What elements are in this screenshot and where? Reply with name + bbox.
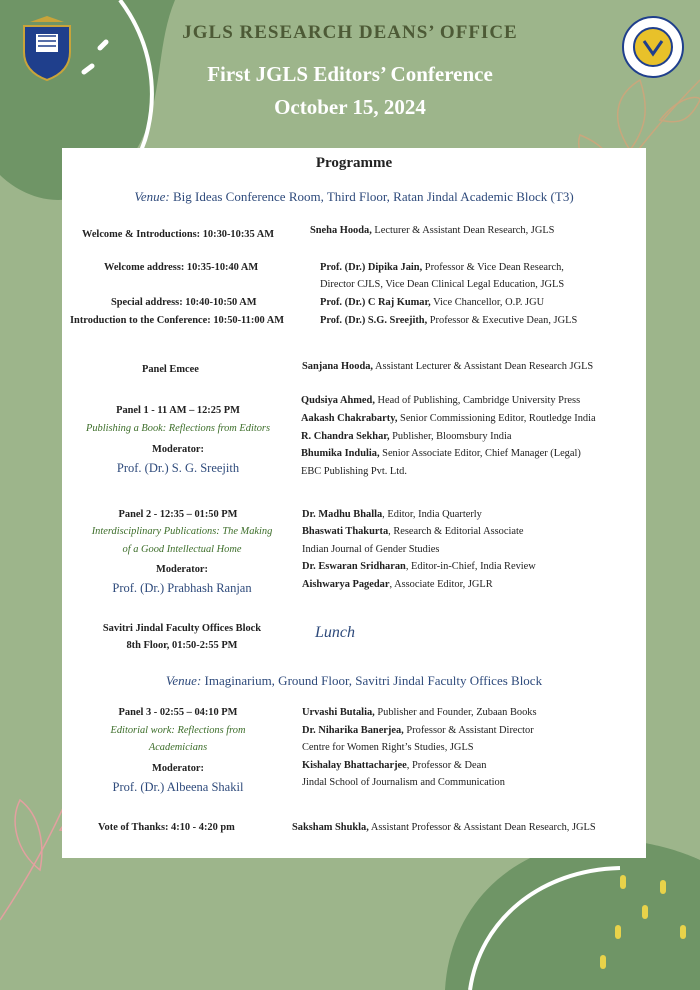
venue-line-2 — [62, 674, 646, 687]
speaker-role: Assistant Professor & Assistant Dean Research, JGLS — [368, 822, 596, 833]
panel2-speaker — [302, 580, 493, 590]
speaker-name: Dr. Niharika Banerjea, — [302, 725, 404, 736]
venue-label: Venue: — [165, 673, 202, 688]
speaker-role: Professor & Vice Dean Research, — [422, 262, 564, 273]
intro-conference-slot: Introduction to the Conference: 10:50-11:00 AM — [70, 315, 285, 326]
speaker-role: Professor & Executive Dean, JGLS — [427, 315, 578, 326]
speaker-role: Head of Publishing, Cambridge University Press — [374, 395, 581, 406]
lunch-label: Lunch — [315, 624, 355, 641]
speaker-role: Jindal School of Journalism and Communication — [302, 777, 505, 788]
speaker-name: R. Chandra Sekhar, — [301, 431, 390, 442]
speaker-name: Bhaswati Thakurta — [302, 526, 389, 537]
special-address-speaker — [320, 298, 544, 308]
panel3-speaker — [302, 761, 486, 771]
panel1-speaker — [301, 449, 581, 459]
venue-label: Venue: — [134, 189, 170, 204]
panel2-theme-line1: Interdisciplinary Publications: The Making — [91, 526, 273, 537]
speaker-role: Senior Commissioning Editor, Routledge India — [397, 413, 596, 424]
welcome-intro-speaker — [310, 226, 554, 236]
speaker-name: Dr. Madhu Bhalla — [302, 509, 383, 520]
panel3-theme-line1: Editorial work: Reflections from — [110, 725, 246, 736]
thanks-slot: Vote of Thanks: 4:10 - 4:20 pm — [98, 822, 235, 833]
programme-title: Programme — [315, 155, 393, 171]
speaker-role: Publisher and Founder, Zubaan Books — [374, 707, 537, 718]
welcome-address-slot: Welcome address: 10:35-10:40 AM — [104, 262, 259, 273]
intro-conference-speaker — [320, 316, 577, 326]
panel1-theme: Publishing a Book: Reflections from Editors — [85, 423, 271, 434]
speaker-role: , Professor & Dean — [406, 760, 487, 771]
panel1-moderator-label: Moderator: — [152, 444, 204, 455]
speaker-name: Dr. Eswaran Sridharan — [302, 561, 406, 572]
panel3-speaker — [302, 743, 474, 753]
speaker-name: Sneha Hooda, — [310, 225, 372, 236]
panel2-slot: Panel 2 - 12:35 – 01:50 PM — [118, 509, 238, 520]
panel3-speaker — [302, 726, 534, 736]
speaker-name: Prof. (Dr.) Dipika Jain, — [320, 262, 423, 273]
venue-name: Big Ideas Conference Room, Third Floor, Ratan Jindal Academic Block (T3) — [172, 189, 574, 204]
speaker-name: Prof. (Dr.) S.G. Sreejith, — [320, 315, 428, 326]
panel3-slot: Panel 3 - 02:55 – 04:10 PM — [118, 707, 238, 718]
speaker-name: Urvashi Butalia, — [302, 707, 375, 718]
speaker-name: Aakash Chakrabarty, — [301, 413, 398, 424]
emcee-label: Panel Emcee — [142, 364, 199, 375]
special-address-slot: Special address: 10:40-10:50 AM — [111, 297, 257, 308]
panel3-speaker — [302, 708, 537, 718]
speaker-role: , Editor, India Quarterly — [382, 509, 482, 520]
panel1-speaker — [301, 432, 512, 442]
speaker-role: , Editor-in-Chief, India Review — [405, 561, 536, 572]
emcee-speaker — [302, 362, 593, 372]
conference-title: First JGLS Editors’ Conference — [207, 62, 493, 86]
welcome-intro-slot: Welcome & Introductions: 10:30-10:35 AM — [82, 229, 275, 240]
speaker-name: Aishwarya Pagedar — [302, 579, 390, 590]
panel2-speaker — [302, 527, 523, 537]
speaker-name: Kishalay Bhattacharjee — [302, 760, 407, 771]
panel1-slot: Panel 1 - 11 AM – 12:25 PM — [116, 405, 240, 416]
panel1-speaker-extra: EBC Publishing Pvt. Ltd. — [301, 466, 407, 477]
venue-name: Imaginarium, Ground Floor, Savitri Jindal Faculty Offices Block — [204, 673, 543, 688]
lunch-place: Savitri Jindal Faculty Offices Block — [102, 623, 262, 634]
speaker-role: Vice Chancellor, O.P. JGU — [430, 297, 545, 308]
speaker-name: Saksham Shukla, — [292, 822, 369, 833]
panel3-speaker — [302, 778, 505, 788]
programme-card — [62, 148, 646, 858]
speaker-role: Professor & Assistant Director — [403, 725, 534, 736]
panel2-moderator-label: Moderator: — [156, 564, 208, 575]
office-title: JGLS RESEARCH DEANS’ OFFICE — [182, 22, 518, 43]
speaker-role: Indian Journal of Gender Studies — [302, 544, 440, 555]
welcome-address-role-2: Director CJLS, Vice Dean Clinical Legal Education, JGLS — [320, 279, 565, 290]
panel2-moderator: Prof. (Dr.) Prabhash Ranjan — [112, 581, 252, 595]
panel1-speaker — [301, 396, 580, 406]
speaker-role: Senior Associate Editor, Chief Manager (Legal) — [379, 448, 581, 459]
venue-line-1 — [62, 190, 646, 203]
panel1-moderator: Prof. (Dr.) S. G. Sreejith — [116, 461, 240, 475]
speaker-name: Prof. (Dr.) C Raj Kumar, — [320, 297, 431, 308]
speaker-role: , Associate Editor, JGLR — [389, 579, 493, 590]
speaker-role: , Research & Editorial Associate — [388, 526, 524, 537]
speaker-name: Qudsiya Ahmed, — [301, 395, 375, 406]
panel3-theme-line2: Academicians — [148, 742, 208, 753]
panel3-moderator-label: Moderator: — [152, 763, 204, 774]
speaker-name: Sanjana Hooda, — [302, 361, 374, 372]
panel2-theme-line2: of a Good Intellectual Home — [122, 544, 242, 555]
panel1-speaker — [301, 414, 596, 424]
conference-date: October 15, 2024 — [274, 95, 426, 119]
speaker-name: Bhumika Indulia, — [301, 448, 380, 459]
panel3-moderator: Prof. (Dr.) Albeena Shakil — [112, 780, 244, 794]
speaker-role: Publisher, Bloomsbury India — [389, 431, 512, 442]
speaker-role: Centre for Women Right’s Studies, JGLS — [302, 742, 474, 753]
panel2-speaker — [302, 510, 482, 520]
lunch-time: 8th Floor, 01:50-2:55 PM — [126, 640, 238, 651]
speaker-role: Lecturer & Assistant Dean Research, JGLS — [371, 225, 555, 236]
thanks-speaker — [292, 823, 596, 833]
speaker-role: Assistant Lecturer & Assistant Dean Research JGLS — [373, 361, 594, 372]
panel2-speaker — [302, 562, 536, 572]
panel2-speaker — [302, 545, 439, 555]
welcome-address-speaker — [320, 263, 564, 273]
